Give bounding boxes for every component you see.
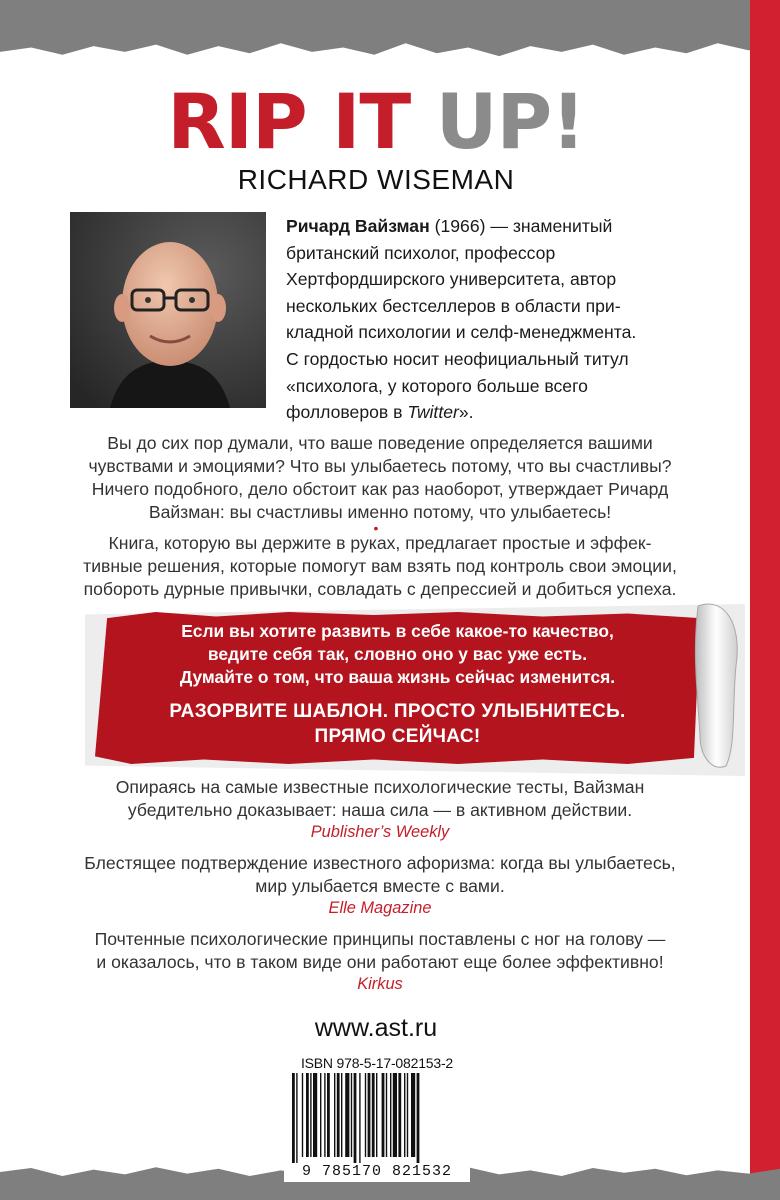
intro-line: Вы до сих пор думали, что ваше поведение определяется вашими xyxy=(107,433,653,453)
barcode-bar xyxy=(341,1073,342,1157)
barcode-bar xyxy=(302,1073,303,1157)
bio-line-3: Хертфордширского университета, автор xyxy=(286,269,617,290)
bio-line-6: С гордостью носит неофициальный титул xyxy=(286,348,629,369)
barcode-bar xyxy=(354,1073,357,1163)
barcode-bar xyxy=(398,1073,401,1157)
barcode-bar xyxy=(337,1073,340,1157)
ean-digits: 9 785170 821532 xyxy=(301,1163,453,1180)
bio-twitter: Twitter xyxy=(407,402,459,423)
review-quote xyxy=(30,852,730,919)
quote-line: и оказалось, что в таком виде они работают еще более эффективно! xyxy=(96,952,664,972)
author-name: RICHARD WISEMAN xyxy=(237,164,515,195)
isbn-text: ISBN 978-5-17-082153-2 xyxy=(300,1055,454,1071)
barcode-bar xyxy=(320,1073,321,1157)
barcode-bar xyxy=(306,1073,309,1157)
barcode-bar xyxy=(368,1073,371,1157)
barcode-bar xyxy=(386,1073,387,1157)
barcode-bar xyxy=(327,1073,330,1157)
bio-line-7: «психолога, у которого больше всего xyxy=(286,375,588,396)
barcode-bar xyxy=(292,1073,295,1163)
quote-line: Блестящее подтверждение известного афоризма: когда вы улыбаетесь, xyxy=(84,853,676,873)
publisher-website: www.ast.ru xyxy=(314,1014,438,1042)
quote-line: Почтенные психологические принципы поставлены с ног на голову — xyxy=(94,929,666,949)
bio-line-8-start: фолловеров в xyxy=(286,402,408,423)
quote-source: Publisher’s Weekly xyxy=(310,823,450,841)
author-bio xyxy=(286,213,716,426)
barcode-bar xyxy=(404,1073,405,1157)
bio-line-4: нескольких бестселлеров в области при- xyxy=(286,295,621,316)
quote-source: Kirkus xyxy=(357,975,403,993)
barcode-bar xyxy=(407,1073,408,1157)
title-red-part: RIP IT xyxy=(167,77,411,166)
bio-line-8-end: ». xyxy=(458,402,474,423)
barcode-bar xyxy=(372,1073,375,1157)
intro-paragraph xyxy=(40,432,720,524)
banner-line: ведите себя так, словно оно у вас уже есть. xyxy=(207,644,588,664)
separator-bullet: • xyxy=(373,520,379,536)
book-title xyxy=(0,78,752,166)
barcode-bar xyxy=(382,1073,385,1157)
barcode-bar xyxy=(334,1073,335,1157)
book-line: побороть дурные привычки, совладать с депрессией и добиться успеха. xyxy=(83,579,677,599)
review-quote xyxy=(30,928,730,995)
bio-line-2: британский психолог, профессор xyxy=(286,242,556,263)
barcode-bar xyxy=(313,1073,317,1157)
red-spine-edge xyxy=(750,0,780,1200)
bio-name: Ричард Вайзман xyxy=(286,216,430,236)
barcode-bar xyxy=(376,1073,377,1157)
intro-line: чувствами и эмоциями? Что вы улыбаетесь потому, что вы счастливы? xyxy=(88,456,672,476)
barcode-bar xyxy=(351,1073,352,1157)
banner-line: Думайте о том, что ваша жизнь сейчас изменится. xyxy=(179,667,616,687)
intro-line: Ничего подобного, дело обстоит как раз наоборот, утверждает Ричард xyxy=(91,479,669,499)
barcode-area xyxy=(284,1055,470,1182)
barcode-bar xyxy=(296,1073,297,1163)
barcode-bar xyxy=(393,1073,397,1157)
bio-line-1: (1966) — знаменитый xyxy=(429,216,613,236)
quote-line: убедительно доказывает: наша сила — в активном действии. xyxy=(127,800,633,820)
review-quote xyxy=(30,776,730,843)
barcode-bar xyxy=(345,1073,349,1157)
barcode-bar xyxy=(417,1073,420,1163)
banner-call-1: РАЗОРВИТЕ ШАБЛОН. ПРОСТО УЛЫБНИТЕСЬ. xyxy=(169,701,626,722)
torn-top-strip xyxy=(0,0,780,72)
barcode-bar xyxy=(390,1073,391,1157)
banner-text xyxy=(95,620,700,749)
barcode-bar xyxy=(411,1073,415,1157)
banner-line: Если вы хотите развить в себе какое-то качество, xyxy=(181,621,614,641)
author-photo xyxy=(70,212,266,408)
barcode-bars xyxy=(290,1073,464,1163)
quote-line: мир улыбается вместе с вами. xyxy=(255,876,505,896)
book-line: тивные решения, которые помогут вам взять под контроль свои эмоции, xyxy=(83,556,677,576)
barcode-bar xyxy=(365,1073,366,1157)
barcode-bar xyxy=(324,1073,325,1157)
book-line: Книга, которую вы держите в руках, предлагает простые и эффек- xyxy=(108,533,652,553)
banner-call-2: ПРЯМО СЕЙЧАС! xyxy=(314,726,481,747)
intro-line: Вайзман: вы счастливы именно потому, что улыбаетесь! xyxy=(148,502,612,522)
barcode-bar xyxy=(359,1073,360,1163)
quote-source: Elle Magazine xyxy=(328,899,432,917)
title-grey-part: UP! xyxy=(435,77,585,166)
book-paragraph xyxy=(40,532,720,601)
quote-line: Опираясь на самые известные психологические тесты, Вайзман xyxy=(115,777,645,797)
bio-line-5: кладной психологии и селф-менеджмента. xyxy=(286,322,637,343)
barcode-bar xyxy=(310,1073,311,1157)
